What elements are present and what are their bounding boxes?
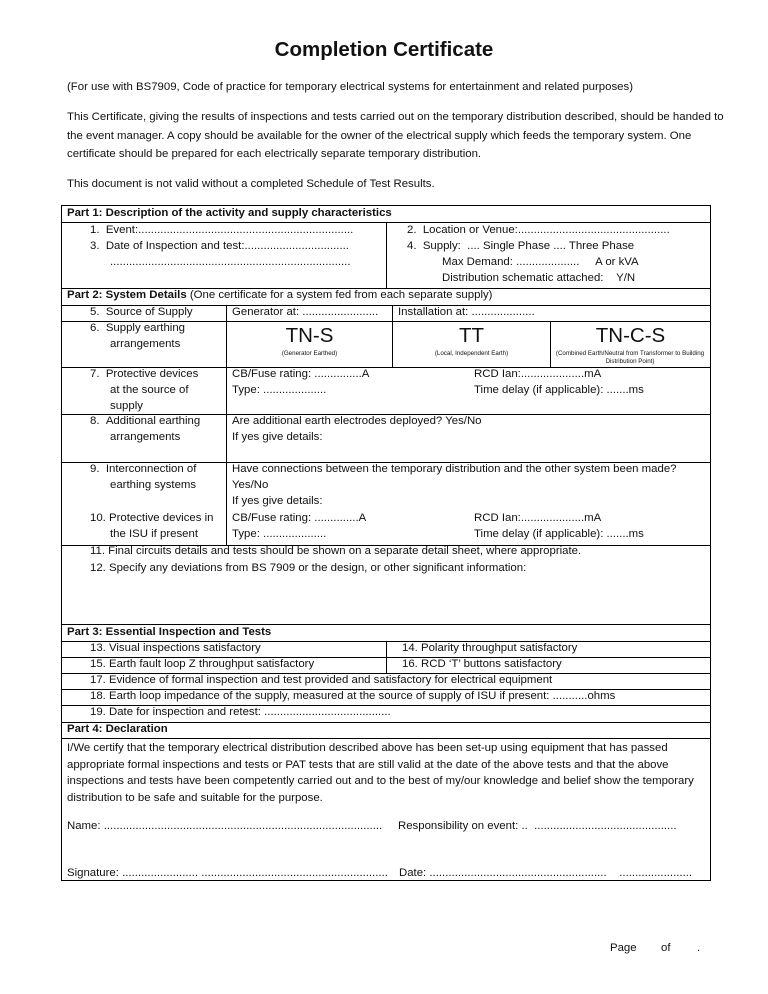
interconnection-label-1: 9. Interconnection of xyxy=(90,463,197,475)
isu-rcd-field[interactable]: RCD Ian:....................mA xyxy=(474,512,602,524)
earth-fault-loop-item[interactable]: 15. Earth fault loop Z throughput satisfactory xyxy=(90,658,315,670)
date-inspection-continuation[interactable]: ............................................................................ xyxy=(110,256,351,268)
supply-field[interactable]: 4. Supply: .... Single Phase .... Three Phase xyxy=(407,240,635,252)
page-of-label: of xyxy=(661,942,671,954)
isu-type-field[interactable]: Type: .................... xyxy=(232,528,327,540)
earth-loop-impedance-item[interactable]: 18. Earth loop impedance of the supply, measured at the source of supply of ISU if present: ...........ohms xyxy=(90,690,616,702)
declaration-text: I/We certify that the temporary electrical distribution described above has been set-up using equipment that has passed appropriate formal inspections and tests or PAT tests that are still valid at the date of the above tests and that the above inspections and tests have been competently carried out and to the best of my/our knowledge and belief show the temporary distribution to be safe and suitable for the purpose. xyxy=(67,742,694,804)
page-end-dot: . xyxy=(697,942,701,954)
earthing-note-tt: (Local, Independent Earth) xyxy=(434,350,509,357)
location-field[interactable]: 2. Location or Venue:................................................ xyxy=(407,224,670,236)
installation-at-field[interactable]: Installation at: .................... xyxy=(398,306,535,318)
protective-devices-label-2: at the source of xyxy=(110,384,189,396)
earthing-label-2: arrangements xyxy=(110,338,181,350)
generator-at-field[interactable]: Generator at: ........................ xyxy=(232,306,379,318)
earthing-option-tn-c-s[interactable]: TN-C-S xyxy=(595,324,666,347)
part2-heading: Part 2: System Details xyxy=(67,289,187,301)
type-field[interactable]: Type: .................... xyxy=(232,384,327,396)
earthing-option-tn-s[interactable]: TN-S xyxy=(285,324,334,347)
part1-heading: Part 1: Description of the activity and supply characteristics xyxy=(67,207,392,219)
page-label: Page xyxy=(610,942,637,954)
description-paragraph: This Certificate, giving the results of inspections and tests carried out on the temporary distribution described, should be handed to the event manager. A copy should be available for the owner of the electrical supply which feeds the temporary system. One certificate should be prepared for each electrically separate temporary distribution. xyxy=(67,111,724,160)
isu-cb-fuse-field[interactable]: CB/Fuse rating: ..............A xyxy=(232,512,367,524)
earthing-note-tn-c-s: (Combined Earth/Neutral from Transformer to Building Distribution Point) xyxy=(555,350,705,365)
isu-time-delay-field[interactable]: Time delay (if applicable): .......ms xyxy=(474,528,644,540)
intro-text: (For use with BS7909, Code of practice for temporary electrical systems for entertainment and related purposes) xyxy=(67,81,633,93)
additional-earthing-details[interactable]: If yes give details: xyxy=(232,431,323,443)
interconnection-question: Have connections between the temporary distribution and the other system been made? xyxy=(232,463,677,475)
formal-inspection-item[interactable]: 17. Evidence of formal inspection and test provided and satisfactory for electrical equipment xyxy=(90,674,553,686)
part2-heading-note: (One certificate for a system fed from each separate supply) xyxy=(189,289,493,301)
protective-devices-label-3: supply xyxy=(110,400,143,412)
validity-note: This document is not valid without a completed Schedule of Test Results. xyxy=(67,178,435,190)
additional-earthing-question[interactable]: Are additional earth electrodes deployed? Yes/No xyxy=(232,415,482,427)
signature-field[interactable]: Signature: ........................ ........................................................... xyxy=(67,867,388,879)
date-inspection-field[interactable]: 3. Date of Inspection and test:................................. xyxy=(90,240,349,252)
rcd-buttons-item[interactable]: 16. RCD ‘T’ buttons satisfactory xyxy=(402,658,562,670)
isu-devices-label-1: 10. Protective devices in xyxy=(90,512,214,524)
max-demand-field[interactable]: Max Demand: .................... A or kVA xyxy=(442,256,639,268)
part3-heading: Part 3: Essential Inspection and Tests xyxy=(67,626,272,638)
earthing-label-1: 6. Supply earthing xyxy=(90,322,185,334)
certificate-form xyxy=(61,205,711,881)
visual-inspections-item[interactable]: 13. Visual inspections satisfactory xyxy=(90,642,261,654)
interconnection-yes-no[interactable]: Yes/No xyxy=(232,479,269,491)
time-delay-field[interactable]: Time delay (if applicable): .......ms xyxy=(474,384,644,396)
rcd-field[interactable]: RCD Ian:....................mA xyxy=(474,368,602,380)
name-field[interactable]: Name: ........................................................................................ xyxy=(67,820,383,832)
interconnection-details[interactable]: If yes give details: xyxy=(232,495,323,507)
schematic-field[interactable]: Distribution schematic attached: Y/N xyxy=(442,272,636,284)
page-title: Completion Certificate xyxy=(274,38,494,61)
deviations-field[interactable]: 12. Specify any deviations from BS 7909 or the design, or other significant information: xyxy=(90,562,527,574)
protective-devices-label-1: 7. Protective devices xyxy=(90,368,199,380)
retest-date-item[interactable]: 19. Date for inspection and retest: ........................................ xyxy=(90,706,391,718)
additional-earthing-label-2: arrangements xyxy=(110,431,181,443)
responsibility-field[interactable]: Responsibility on event: .. ............................................. xyxy=(398,820,677,832)
part2-heading-row xyxy=(67,289,492,303)
additional-earthing-label-1: 8. Additional earthing xyxy=(90,415,201,427)
earthing-note-tn-s: (Generator Earthed) xyxy=(281,350,338,357)
part4-heading: Part 4: Declaration xyxy=(67,723,168,735)
source-of-supply-label: 5. Source of Supply xyxy=(90,306,193,318)
isu-devices-label-2: the ISU if present xyxy=(110,528,199,540)
final-circuits-note: 11. Final circuits details and tests should be shown on a separate detail sheet, where appropriate. xyxy=(90,545,582,557)
date-field[interactable]: Date: ........................................................ ....................... xyxy=(399,867,693,879)
cb-fuse-rating-field[interactable]: CB/Fuse rating: ...............A xyxy=(232,368,370,380)
earthing-option-tt[interactable]: TT xyxy=(458,324,485,347)
interconnection-label-2: earthing systems xyxy=(110,479,197,491)
polarity-item[interactable]: 14. Polarity throughput satisfactory xyxy=(402,642,578,654)
event-field[interactable]: 1. Event:.................................................................... xyxy=(90,224,354,236)
